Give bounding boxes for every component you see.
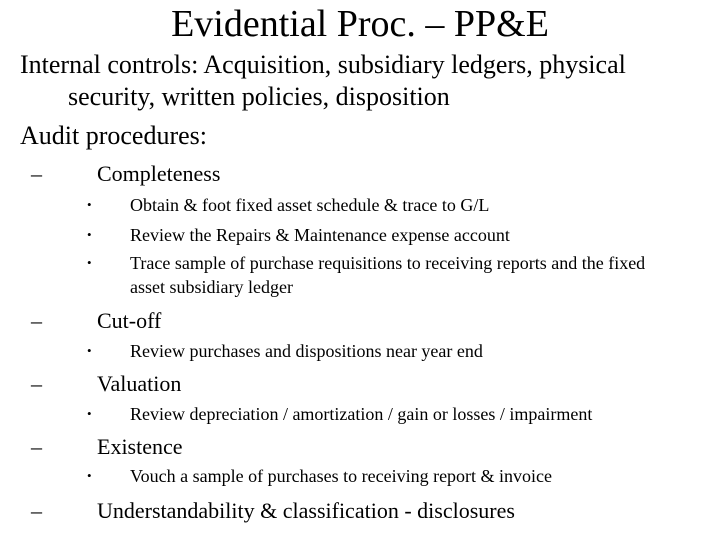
valuation-item: Review depreciation / amortization / gain or losses / impairment bbox=[130, 404, 593, 424]
dash-marker: – bbox=[31, 371, 42, 396]
internal-controls-line1: Internal controls: Acquisition, subsidiary ledgers, physical bbox=[20, 50, 626, 79]
dash-marker: – bbox=[31, 161, 42, 186]
bullet-marker: • bbox=[87, 227, 92, 242]
completeness-item-continuation: asset subsidiary ledger bbox=[130, 277, 293, 297]
bullet-marker: • bbox=[87, 255, 92, 270]
bullet-marker: • bbox=[87, 343, 92, 358]
cutoff-heading: Cut-off bbox=[97, 308, 162, 333]
dash-marker: – bbox=[31, 434, 42, 459]
completeness-item: Obtain & foot fixed asset schedule & trace to G/L bbox=[130, 195, 490, 215]
completeness-heading: Completeness bbox=[97, 161, 221, 186]
existence-heading: Existence bbox=[97, 434, 183, 459]
bullet-marker: • bbox=[87, 468, 92, 483]
slide-title: Evidential Proc. – PP&E bbox=[171, 3, 549, 45]
audit-procedures-heading: Audit procedures: bbox=[20, 121, 208, 150]
bullet-marker: • bbox=[87, 406, 92, 421]
dash-marker: – bbox=[31, 498, 42, 523]
cutoff-item: Review purchases and dispositions near year end bbox=[130, 341, 483, 361]
internal-controls-line2: security, written policies, disposition bbox=[68, 82, 450, 111]
valuation-heading: Valuation bbox=[97, 371, 182, 396]
dash-marker: – bbox=[31, 308, 42, 333]
understandability-heading: Understandability & classification - disclosures bbox=[97, 498, 515, 523]
bullet-marker: • bbox=[87, 197, 92, 212]
completeness-item: Trace sample of purchase requisitions to receiving reports and the fixed bbox=[130, 253, 646, 273]
existence-item: Vouch a sample of purchases to receiving report & invoice bbox=[130, 466, 553, 486]
completeness-item: Review the Repairs & Maintenance expense account bbox=[130, 225, 510, 245]
